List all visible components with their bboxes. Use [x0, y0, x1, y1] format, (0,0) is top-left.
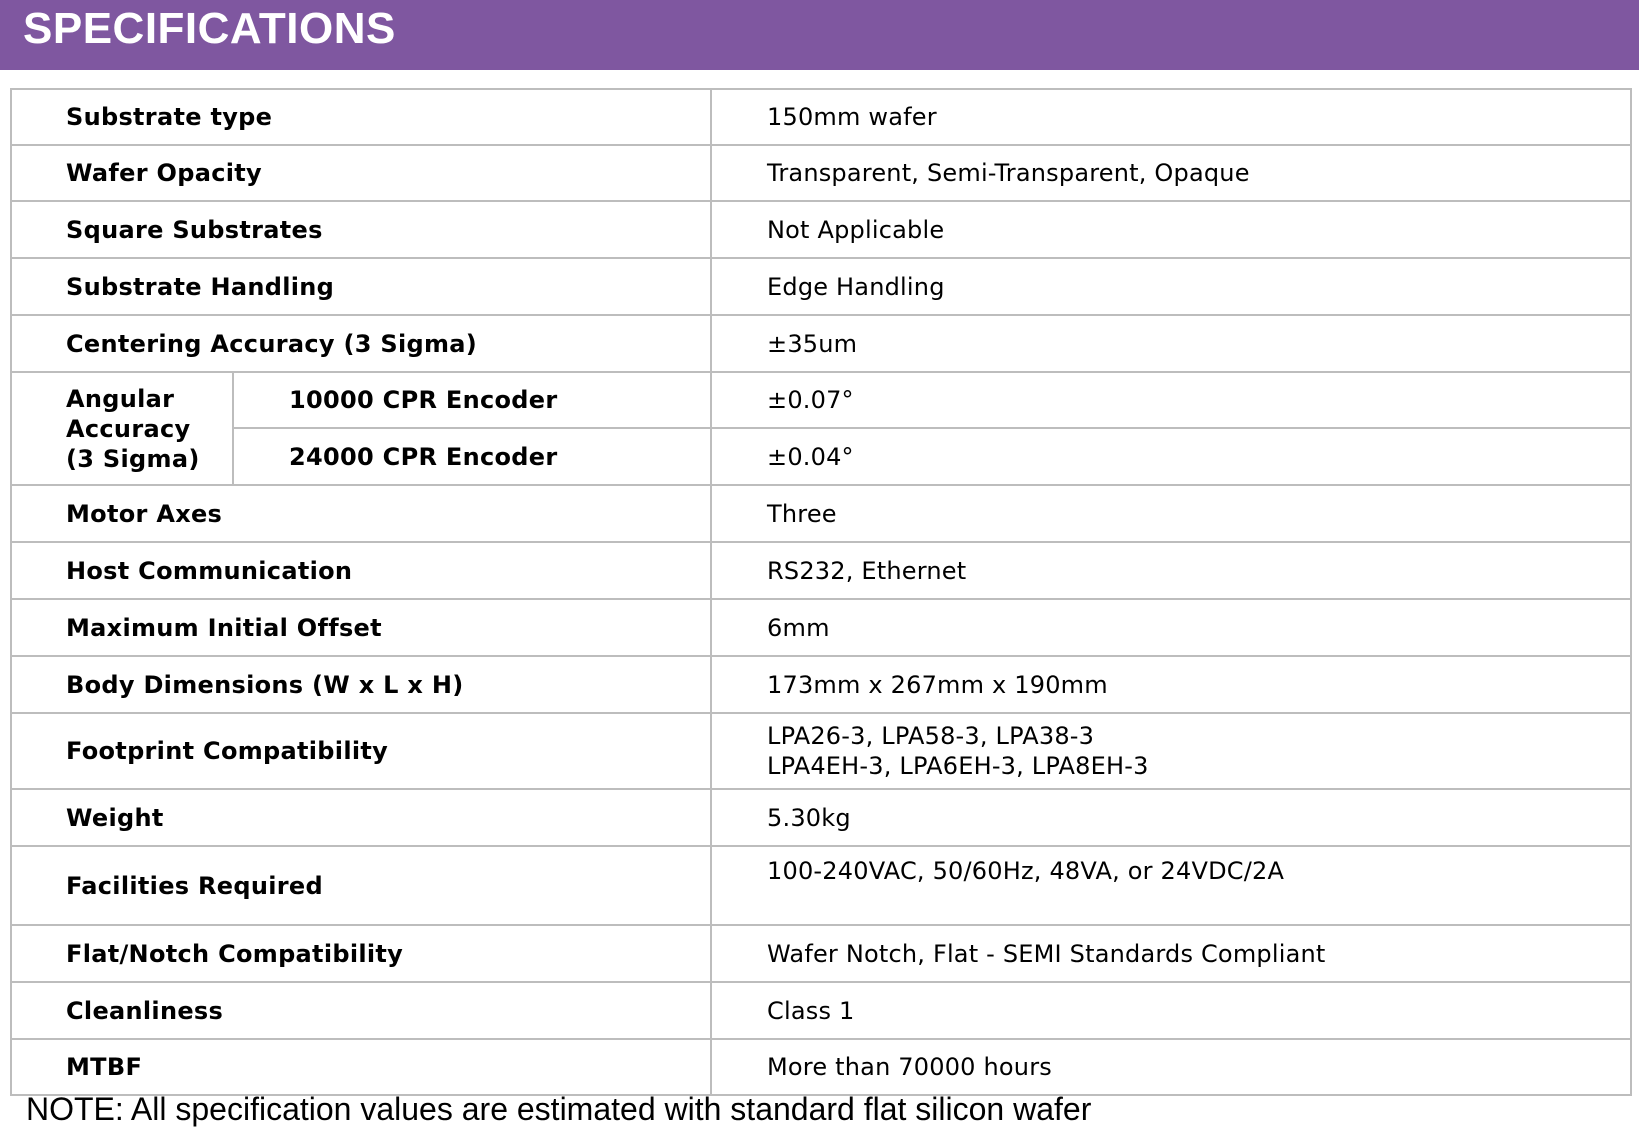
- spec-label-angular-accuracy: [11, 372, 233, 485]
- spec-value: ±0.04°: [711, 428, 1631, 485]
- spec-label: Wafer Opacity: [11, 145, 711, 201]
- page-title: SPECIFICATIONS: [23, 4, 396, 53]
- spec-value: 173mm x 267mm x 190mm: [711, 656, 1631, 713]
- spec-value: Wafer Notch, Flat - SEMI Standards Compliant: [711, 925, 1631, 982]
- table-row: [11, 201, 1631, 258]
- spec-label-line: Angular: [66, 384, 175, 413]
- table-row: [11, 145, 1631, 201]
- spec-sublabel: 10000 CPR Encoder: [233, 372, 711, 428]
- table-row: [11, 428, 1631, 485]
- spec-value: Class 1: [711, 982, 1631, 1039]
- spec-value: More than 70000 hours: [711, 1039, 1631, 1095]
- spec-label: Body Dimensions (W x L x H): [11, 656, 711, 713]
- table-row: [11, 713, 1631, 789]
- table-row: [11, 89, 1631, 145]
- spec-value-multiline: [711, 713, 1631, 789]
- specifications-table: [10, 88, 1632, 1096]
- spec-label-line: Accuracy: [66, 414, 191, 443]
- spec-label: Weight: [11, 789, 711, 846]
- spec-value: Transparent, Semi-Transparent, Opaque: [711, 145, 1631, 201]
- spec-label: Square Substrates: [11, 201, 711, 258]
- spec-sublabel: 24000 CPR Encoder: [233, 428, 711, 485]
- spec-value: ±35um: [711, 315, 1631, 372]
- spec-label: Facilities Required: [11, 846, 711, 925]
- table-row: [11, 372, 1631, 428]
- spec-label: Cleanliness: [11, 982, 711, 1039]
- spec-value: Not Applicable: [711, 201, 1631, 258]
- spec-value-line: LPA26-3, LPA58-3, LPA38-3: [767, 722, 1095, 750]
- spec-label: Substrate type: [11, 89, 711, 145]
- spec-label: Maximum Initial Offset: [11, 599, 711, 656]
- table-row: [11, 656, 1631, 713]
- spec-label: Footprint Compatibility: [11, 713, 711, 789]
- table-row: [11, 846, 1631, 925]
- spec-label: Centering Accuracy (3 Sigma): [11, 315, 711, 372]
- table-row: [11, 258, 1631, 315]
- spec-value: Edge Handling: [711, 258, 1631, 315]
- spec-label: MTBF: [11, 1039, 711, 1095]
- footnote: NOTE: All specification values are estimated with standard flat silicon wafer: [26, 1091, 1092, 1127]
- spec-label: Motor Axes: [11, 485, 711, 542]
- spec-value: ±0.07°: [711, 372, 1631, 428]
- table-row: [11, 315, 1631, 372]
- table-row: [11, 485, 1631, 542]
- specifications-header: [0, 0, 1639, 70]
- spec-label: Flat/Notch Compatibility: [11, 925, 711, 982]
- spec-value: Three: [711, 485, 1631, 542]
- spec-value-line: LPA4EH-3, LPA6EH-3, LPA8EH-3: [767, 752, 1149, 780]
- table-row: [11, 599, 1631, 656]
- table-row: [11, 982, 1631, 1039]
- spec-value: 5.30kg: [711, 789, 1631, 846]
- table-row: [11, 542, 1631, 599]
- spec-value: 150mm wafer: [711, 89, 1631, 145]
- table-row: [11, 925, 1631, 982]
- table-row: [11, 1039, 1631, 1095]
- spec-value: 6mm: [711, 599, 1631, 656]
- spec-value: 100-240VAC, 50/60Hz, 48VA, or 24VDC/2A: [711, 846, 1631, 925]
- spec-label: Host Communication: [11, 542, 711, 599]
- spec-value: RS232, Ethernet: [711, 542, 1631, 599]
- table-row: [11, 789, 1631, 846]
- spec-label: Substrate Handling: [11, 258, 711, 315]
- spec-label-line: (3 Sigma): [66, 444, 200, 473]
